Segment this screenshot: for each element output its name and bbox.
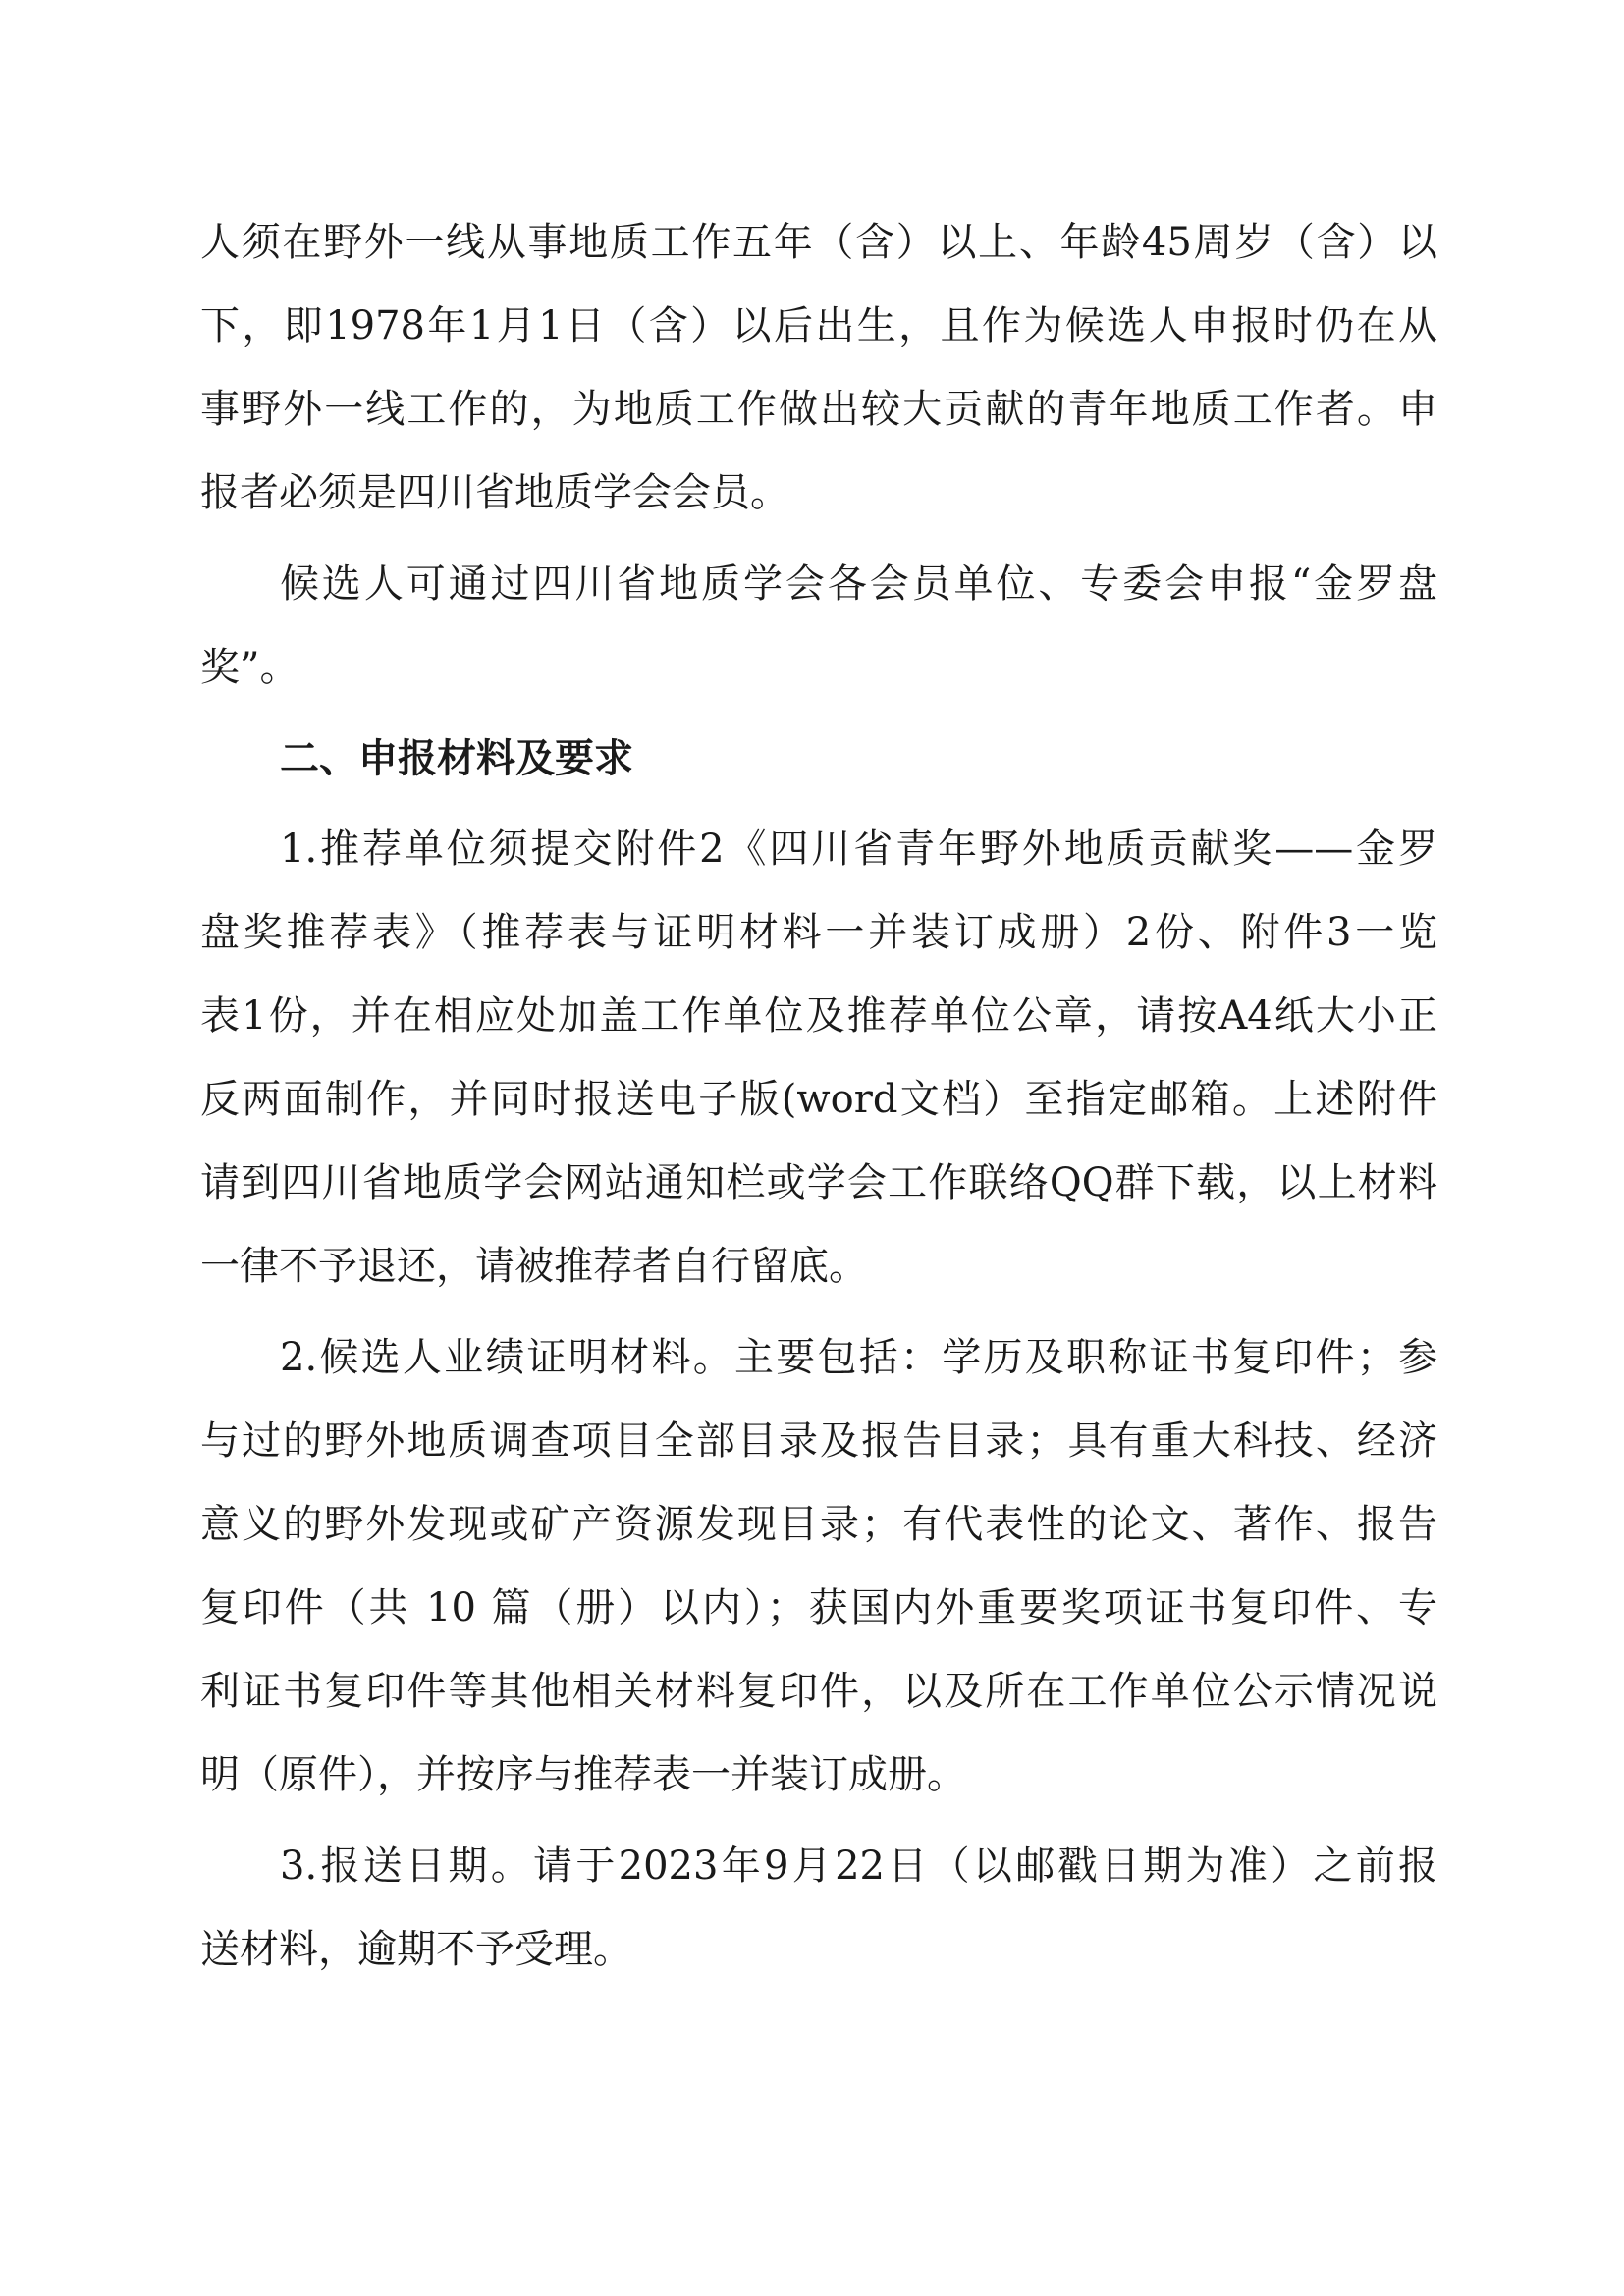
- item-2-line-4: 复印件（共 10 篇（册）以内）；获国内外重要奖项证书复印件、专: [200, 1585, 1437, 1630]
- item-1-line-3: 表1份，并在相应处加盖工作单位及推荐单位公章，请按A4纸大小正: [200, 993, 1437, 1039]
- item-3-line-2: 送材料，逾期不予受理。: [200, 1927, 632, 1972]
- item-2-line-5: 利证书复印件等其他相关材料复印件，以及所在工作单位公示情况说: [200, 1669, 1437, 1714]
- item-3-line-1: 3.报送日期。请于2023年9月22日（以邮戳日期为准）之前报: [280, 1843, 1437, 1889]
- item-2-line-2: 与过的野外地质调查项目全部目录及报告目录；具有重大科技、经济: [200, 1418, 1437, 1464]
- item-1-line-1: 1.推荐单位须提交附件2《四川省青年野外地质贡献奖——金罗: [280, 827, 1437, 872]
- item-1-line-4: 反两面制作，并同时报送电子版(word文档）至指定邮箱。上述附件: [200, 1077, 1437, 1122]
- paragraph-1-line-4: 报者必须是四川省地质学会会员。: [200, 470, 789, 515]
- paragraph-2-line-1: 候选人可通过四川省地质学会各会员单位、专委会申报“金罗盘: [280, 561, 1437, 607]
- paragraph-2-line-2: 奖”。: [200, 645, 299, 690]
- paragraph-1-line-1: 人须在野外一线从事地质工作五年（含）以上、年龄45周岁（含）以: [200, 220, 1437, 265]
- paragraph-1-line-3: 事野外一线工作的，为地质工作做出较大贡献的青年地质工作者。申: [200, 387, 1437, 432]
- item-1-line-2: 盘奖推荐表》（推荐表与证明材料一并装订成册）2份、附件3一览: [200, 910, 1437, 955]
- item-1-line-5: 请到四川省地质学会网站通知栏或学会工作联络QQ群下载，以上材料: [200, 1160, 1437, 1205]
- item-2-line-1: 2.候选人业绩证明材料。主要包括：学历及职称证书复印件；参: [280, 1335, 1437, 1380]
- item-2-line-6: 明（原件），并按序与推荐表一并装订成册。: [200, 1752, 966, 1797]
- item-1-line-6: 一律不予退还，请被推荐者自行留底。: [200, 1244, 868, 1289]
- item-2-line-3: 意义的野外发现或矿产资源发现目录；有代表性的论文、著作、报告: [200, 1502, 1437, 1547]
- paragraph-1-line-2: 下，即1978年1月1日（含）以后出生，且作为候选人申报时仍在从: [200, 303, 1437, 348]
- section-heading: 二、申报材料及要求: [280, 735, 633, 781]
